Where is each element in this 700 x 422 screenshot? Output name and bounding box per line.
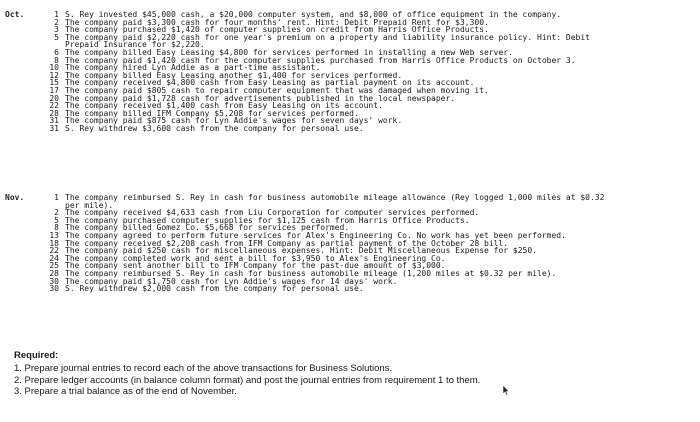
transaction-line: The company reimbursed S. Rey in cash for business automobile mileage allowance (Rey logged 1,000 miles at $0.32 bbox=[65, 193, 605, 202]
transaction-day: 3 bbox=[54, 25, 59, 35]
transaction-entry bbox=[49, 285, 697, 293]
transaction-line: The company paid $1,420 cash for the computer supplies purchased from Harris Office Products on October 3. bbox=[65, 55, 576, 65]
transaction-day: 30 bbox=[49, 276, 59, 286]
transaction-entry bbox=[49, 194, 697, 209]
transaction-day: 18 bbox=[49, 238, 59, 248]
october-transactions bbox=[49, 11, 697, 133]
transaction-day: 31 bbox=[49, 116, 59, 126]
month-label-november: Nov. bbox=[5, 193, 25, 202]
requirement-item: 3. Prepare a trial balance as of the end of November. bbox=[14, 386, 237, 398]
transaction-line: The company hired Lyn Addie as a part-time assistant. bbox=[65, 63, 321, 73]
transaction-line: The company paid $805 cash to repair computer equipment that was damaged when moving it. bbox=[65, 85, 489, 95]
transaction-line: The company paid $250 cash for miscellaneous expenses. Hint: Debit Miscellaneous Expense for $250. bbox=[65, 246, 538, 256]
transaction-day: 24 bbox=[49, 253, 59, 263]
transaction-day: 13 bbox=[49, 230, 59, 240]
transaction-line: S. Rey withdrew $3,600 cash from the company for personal use. bbox=[65, 123, 364, 133]
transaction-line: The company received $4,633 cash from Liu Corporation for computer services performed. bbox=[65, 208, 480, 218]
transaction-line: per mile). bbox=[65, 200, 114, 210]
transaction-line: S. Rey withdrew $2,000 cash from the company for personal use. bbox=[65, 284, 364, 294]
transaction-line: The company billed Easy Leasing another $1,400 for services performed. bbox=[65, 70, 403, 80]
transaction-day: 25 bbox=[49, 261, 59, 271]
transaction-line: The company paid $1,750 cash for Lyn Addie's wages for 14 days' work. bbox=[65, 276, 398, 286]
transaction-text bbox=[65, 194, 697, 209]
transaction-text bbox=[65, 125, 697, 133]
transaction-day: 2 bbox=[54, 208, 59, 218]
transaction-line: The company paid $1,728 cash for advertisements published in the local newspaper. bbox=[65, 93, 456, 103]
transaction-text bbox=[65, 34, 697, 49]
transaction-line: Prepaid Insurance for $2,220. bbox=[65, 40, 205, 50]
required-section bbox=[14, 350, 694, 398]
month-label-october: Oct. bbox=[5, 10, 25, 19]
transaction-line: The company paid $3,300 cash for four months' rent. Hint: Debit Prepaid Rent for $3,300. bbox=[65, 17, 489, 27]
transaction-day: 1 bbox=[54, 193, 59, 202]
transaction-day: 28 bbox=[49, 268, 59, 278]
transaction-line: The company reimbursed S. Rey in cash for business automobile mileage (1,200 miles at $0.32 per mile). bbox=[65, 268, 557, 278]
required-heading: Required: bbox=[14, 350, 59, 361]
transaction-line: The company paid $2,220 cash for one year's premium on a property and liability insurance policy. Hint: Debit bbox=[65, 32, 590, 42]
transaction-day: 8 bbox=[54, 55, 59, 65]
transaction-line: The company purchased computer supplies for $1,125 cash from Harris Office Products. bbox=[65, 215, 470, 225]
transaction-line: The company received $1,400 cash from Easy Leasing on its account. bbox=[65, 101, 383, 111]
transaction-line: The company received $4,800 cash from Easy Leasing as partial payment on its account. bbox=[65, 78, 475, 88]
transaction-entry bbox=[49, 34, 697, 49]
transaction-line: The company sent another bill to IFM Company for the past-due amount of $3,000. bbox=[65, 261, 446, 271]
transaction-day: 22 bbox=[49, 246, 59, 256]
requirement-item: 2. Prepare ledger accounts (in balance column format) and post the journal entries from requirement 1 to them. bbox=[14, 374, 481, 386]
transaction-day: 31 bbox=[49, 123, 59, 133]
november-transactions bbox=[49, 194, 697, 293]
transaction-day: 17 bbox=[49, 85, 59, 95]
transaction-day: 6 bbox=[54, 47, 59, 57]
transaction-day: 2 bbox=[54, 17, 59, 27]
transaction-line: S. Rey invested $45,000 cash, a $20,000 computer system, and $8,000 of office equipment in the company. bbox=[65, 10, 562, 19]
transaction-line: The company received $2,208 cash from IFM Company as partial payment of the October 28 bill. bbox=[65, 238, 509, 248]
transaction-entry bbox=[49, 125, 697, 133]
requirement-item: 1. Prepare journal entries to record each of the above transactions for Business Solutions. bbox=[14, 362, 393, 374]
transaction-day: 30 bbox=[49, 284, 59, 294]
transaction-line: The company paid $875 cash for Lyn Addie's wages for seven days' work. bbox=[65, 116, 403, 126]
transaction-line: The company billed IFM Company $5,208 for services performed. bbox=[65, 108, 359, 118]
transaction-day: 10 bbox=[49, 63, 59, 73]
transaction-day: 8 bbox=[54, 223, 59, 233]
transaction-day: 20 bbox=[49, 93, 59, 103]
transaction-day: 1 bbox=[54, 10, 59, 19]
transaction-day: 15 bbox=[49, 78, 59, 88]
transaction-line: The company billed Gomez Co. $5,668 for services performed. bbox=[65, 223, 350, 233]
transaction-line: The company purchased $1,420 of computer supplies on credit from Harris Office Products. bbox=[65, 25, 489, 35]
transaction-day: 5 bbox=[54, 32, 59, 42]
transaction-day: 12 bbox=[49, 70, 59, 80]
transaction-line: The company billed Easy Leasing $4,800 for services performed in installing a new Web server. bbox=[65, 47, 513, 57]
transaction-line: The company completed work and sent a bill for $3,950 to Alex's Engineering Co. bbox=[65, 253, 446, 263]
transaction-day: 5 bbox=[54, 215, 59, 225]
transaction-line: The company agreed to perform future services for Alex's Engineering Co. No work has yet been performed. bbox=[65, 230, 566, 240]
transaction-day: 22 bbox=[49, 101, 59, 111]
transaction-text bbox=[65, 285, 697, 293]
transaction-day: 28 bbox=[49, 108, 59, 118]
